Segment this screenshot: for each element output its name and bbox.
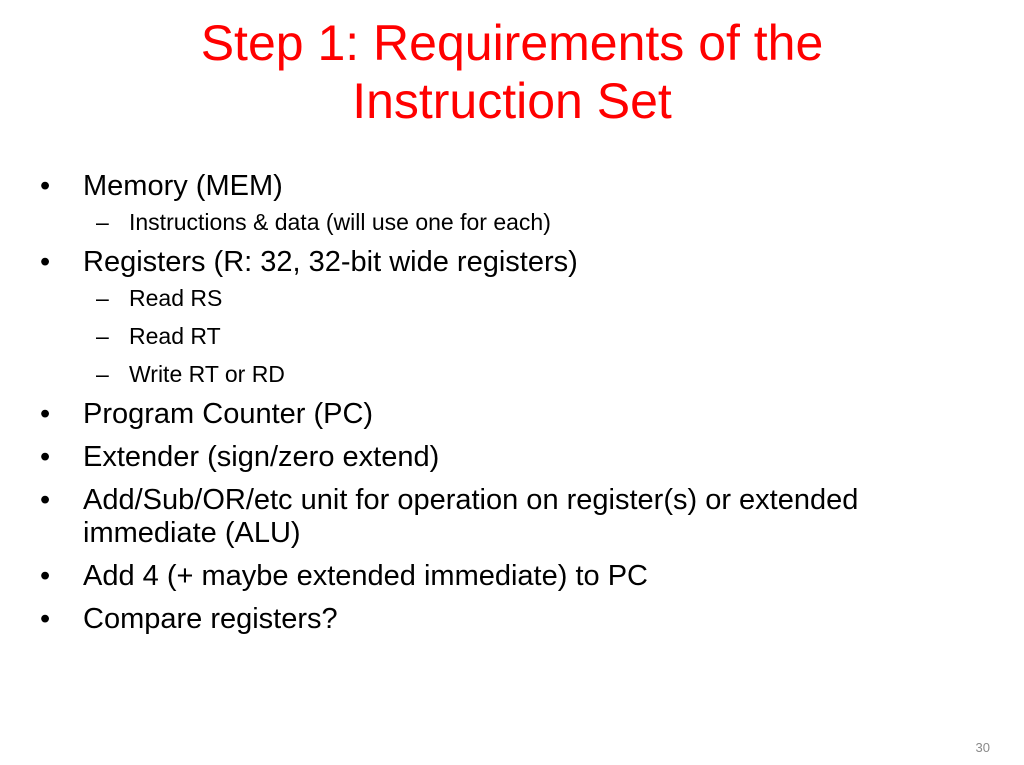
- sub-bullet-text: Instructions & data (will use one for each): [129, 209, 551, 235]
- dash-icon: –: [96, 323, 109, 349]
- sub-bullet-list: [40, 285, 990, 388]
- bullet-item-registers: [40, 246, 990, 388]
- bullet-dot-icon: •: [40, 246, 51, 278]
- slide-title: [60, 14, 964, 130]
- bullet-dot-icon: •: [40, 484, 51, 516]
- bullet-text: Add 4 (+ maybe extended immediate) to PC: [83, 560, 648, 592]
- bullet-text: Memory (MEM): [83, 170, 283, 202]
- sub-bullet-item: [40, 209, 990, 236]
- page-number: 30: [975, 740, 990, 755]
- bullet-item-alu: [40, 484, 990, 550]
- bullet-text: Extender (sign/zero extend): [83, 441, 440, 473]
- sub-bullet-text: Read RT: [129, 323, 221, 349]
- bullet-item-add-4: [40, 560, 990, 593]
- bullet-dot-icon: •: [40, 441, 51, 473]
- slide-title-line-1: Step 1: Requirements of the: [200, 15, 824, 71]
- slide-title-line-2: Instruction Set: [352, 73, 672, 129]
- sub-bullet-list: [40, 209, 990, 236]
- bullet-item-memory: [40, 170, 990, 236]
- dash-icon: –: [96, 361, 109, 387]
- bullet-text: Registers (R: 32, 32-bit wide registers): [83, 246, 578, 278]
- sub-bullet-item: [40, 285, 990, 312]
- bullet-item-compare-registers: [40, 603, 990, 636]
- dash-icon: –: [96, 285, 109, 311]
- bullet-dot-icon: •: [40, 398, 51, 430]
- bullet-dot-icon: •: [40, 170, 51, 202]
- sub-bullet-item: [40, 361, 990, 388]
- sub-bullet-item: [40, 323, 990, 350]
- bullet-dot-icon: •: [40, 603, 51, 635]
- sub-bullet-text: Write RT or RD: [129, 361, 285, 387]
- bullet-text: Compare registers?: [83, 603, 338, 635]
- sub-bullet-text: Read RS: [129, 285, 223, 311]
- bullet-list: [40, 170, 990, 636]
- bullet-text: Add/Sub/OR/etc unit for operation on register(s) or extended immediate (ALU): [83, 484, 859, 549]
- bullet-dot-icon: •: [40, 560, 51, 592]
- dash-icon: –: [96, 209, 109, 235]
- bullet-item-program-counter: [40, 398, 990, 431]
- bullet-item-extender: [40, 441, 990, 474]
- bullet-text: Program Counter (PC): [83, 398, 374, 430]
